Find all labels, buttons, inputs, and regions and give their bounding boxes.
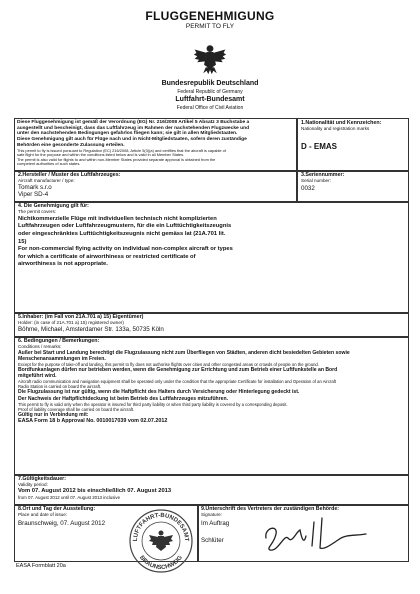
conditions-label: 6. Bedingungen / Bemerkungen: [18, 338, 100, 344]
serial-number-value: 0032 [301, 184, 315, 192]
handwritten-signature [262, 514, 372, 554]
condition-line: Außer bei Start und Landung berechtigt die Flugzulassung nicht zum Überfliegen von Städten, anderen dicht besiedelten Gebieten sowie [18, 349, 350, 356]
svg-text:BRAUNSCHWEIG [138, 555, 184, 572]
stamp-top-text: LUFTFAHRT-BUNDESAMT [132, 512, 190, 542]
serial-number-label-en: Serial number: [301, 178, 331, 184]
permit-scope-box [14, 201, 409, 314]
nationality-label-en: Nationality and registration marks [301, 126, 370, 132]
condition-line: Die Flugzulassung ist nur gültig, wenn die Haftpflicht des Halters durch Versicherung oder Hinterlegung gedeckt ist. [18, 389, 300, 396]
manufacturer-label-en: Aircraft manufacturer / type: [18, 178, 75, 184]
holder-label-en: Holder: (in case of 21A.701 a) 15) registered owner) [18, 320, 124, 326]
condition-line: Menschenansammlungen im Freien. [18, 355, 106, 362]
on-behalf-text: Im Auftrag [201, 519, 230, 527]
validity-box [14, 474, 409, 506]
validity-value-en: from 07. August 2012 until 07. August 2013 inclusive [18, 495, 121, 501]
condition-line: mitgeführt wird. [18, 373, 57, 380]
permit-scope-german: Nichtkommerzielle Flüge mit individuellen technisch nicht komplizierten Luftfahrzeugen oder Luftfahrzeugmustern, für die ein Lufttüchtigkeitszeugnis oder eingeschränktes Lufttüchtigkeitszeugnis nicht gemäss lat (21A.701 lit. 15) [18, 215, 232, 245]
permit-scope-english: For non-commercial flying activity on individual non-complex aircraft or types for which a certificate of airworthiness or restricted certificate of airworthiness is not appropriate. [18, 246, 233, 268]
conditions-label-en: Conditions / remarks: [18, 344, 62, 350]
intro-box [14, 118, 297, 172]
condition-line: Radio Station is carried on board the aircraft. [18, 384, 102, 390]
manufacturer-label: 2.Hersteller / Muster des Luftfahrzeuges: [18, 172, 121, 178]
stamp-bottom-text: BRAUNSCHWEIG [138, 554, 184, 572]
document-title: FLUGGENEHMIGUNG [145, 9, 275, 23]
manufacturer-value: Tomark s.r.o [18, 183, 52, 191]
permit-scope-label-en: The permit covers: [18, 209, 57, 215]
registration-mark: D - EMAS [301, 141, 337, 151]
issuer-country-en: Federal Republic of Germany [177, 89, 243, 95]
official-stamp-seal [128, 508, 194, 574]
form-number: EASA Formblatt 20a [16, 563, 66, 569]
holder-box [14, 312, 409, 338]
signature-label-en: Signature: [201, 512, 222, 518]
condition-line: This permit to fly is valid only when the operator is insured for third party liability or when third party liability is covered by a corresponding deposit. [18, 401, 288, 407]
holder-label: 5.Inhaber: (im Fall von 21A.701 a) 15) Eigentümer) [18, 314, 144, 320]
signatory-name: Schlüter [201, 537, 224, 545]
issuer-country: Bundesrepublik Deutschland [161, 80, 259, 87]
issue-place-label-en: Place and date of issue: [18, 512, 68, 518]
condition-line: EASA Form 18 b Approval No. 0010017039 vom 02.07.2012 [18, 417, 168, 424]
intro-english: This permit to fly is issued pursuant to Regulation (EC) 216/2008, Article 5(3)(a) and certifies that the aircraft is capable of safe flight for the purpose and within the conditions listed below and is valid in all Member States. The permit is also valid for flights to and within non-Member States provided separate approval is obtained from the competent authorities of such states. [17, 147, 226, 167]
aircraft-type-value: Viper SD-4 [18, 191, 49, 199]
condition-line: Proof of liability coverage shall be carried on board the aircraft. [18, 406, 135, 412]
signature-label: 9.Unterschrift des Vertreters der zuständigen Behörde: [201, 506, 340, 512]
condition-line: Der Nachweis der Haftpflichtdeckung ist beim Betrieb des Luftfahrzeuges mitzuführen. [18, 395, 229, 402]
document-subtitle: PERMIT TO FLY [185, 23, 235, 30]
condition-line: Aircraft radio communication and navigation equipment shall be operated only under the condition that the appropriate Certificate for installation and Operation of an Aircraft [18, 379, 336, 385]
condition-line: Except for the purpose of take-off and landing, this permit to fly does not authorise flights over cities and other congested areas or crowds of people on the ground. [18, 362, 319, 367]
condition-line: Bordfunkanlagen dürfen nur betrieben werden, wenn die Genehmigung zur Errichtung und zum Betrieb einer Luftfunkstelle an Bord [18, 367, 338, 374]
validity-label-en: Validity period: [18, 482, 48, 488]
nationality-box [297, 118, 409, 172]
issuer-authority-en: Federal Office of Civil Aviation [176, 105, 244, 111]
issue-place-value: Braunschweig, 07. August 2012 [18, 519, 106, 527]
federal-eagle-icon [193, 41, 227, 75]
intro-german: Diese Fluggenehmigung ist gemäß der Verordnung (EG) Nr. 216/2008 Artikel 5 Absatz 3 Buchstabe a ausgestellt und bescheinigt, dass das Luftfahrzeug im Rahmen der nachstehenden Flugzwecke und unter den nachstehenden Bedingungen gefahrlos fliegen kann; sie gilt in allen Mitgliedstaaten. Diese Genehmigung gilt auch für Flüge nach und in Nicht-Mitgliedstaaten, sofern deren zuständige Behörden eine gesonderte Zulassung erteilen. [17, 120, 250, 148]
condition-line: Gültig nur in Verbindung mit: [18, 411, 89, 418]
issuer-authority: Luftfahrt-Bundesamt [175, 96, 245, 103]
permit-scope-label: 4. Die Genehmigung gilt für: [18, 203, 89, 209]
issue-place-label: 8.Ort und Tag der Ausstellung: [18, 506, 96, 512]
validity-value: Vom 07. August 2012 bis einschließlich 07. August 2013 [18, 487, 172, 494]
nationality-label: 1.Nationalität und Kennzeichen: [301, 120, 382, 126]
serial-number-label: 3.Seriennummer: [301, 172, 345, 178]
conditions-box [14, 336, 409, 476]
serial-number-box [297, 170, 409, 203]
manufacturer-box [14, 170, 297, 203]
holder-value: Böhme, Michael, Amsterdamer Str. 133a, 50735 Köln [18, 325, 164, 333]
conditions-text [18, 350, 405, 425]
stamp-eagle-icon [149, 531, 173, 552]
validity-label: 7.Gültigkeitsdauer: [18, 476, 66, 482]
